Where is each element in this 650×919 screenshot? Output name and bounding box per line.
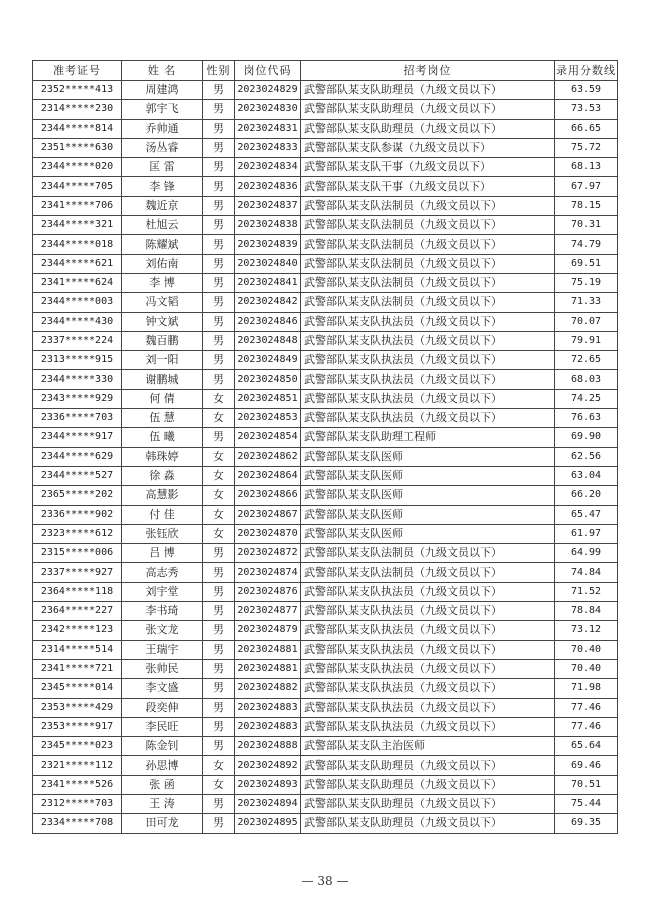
cell-score: 75.44 — [555, 794, 618, 813]
cell-score: 71.52 — [555, 582, 618, 601]
cell-score: 66.20 — [555, 486, 618, 505]
cell-gender: 男 — [203, 698, 235, 717]
cell-name: 陈耀斌 — [122, 235, 203, 254]
cell-score: 73.53 — [555, 100, 618, 119]
cell-name: 张 函 — [122, 775, 203, 794]
cell-exam-no: 2321*****112 — [33, 756, 122, 775]
cell-score: 74.79 — [555, 235, 618, 254]
cell-name: 李 博 — [122, 273, 203, 292]
cell-exam-no: 2344*****330 — [33, 370, 122, 389]
cell-post: 武警部队某支队主治医师 — [301, 737, 555, 756]
cell-post: 武警部队某支队医师 — [301, 486, 555, 505]
cell-exam-no: 2344*****430 — [33, 312, 122, 331]
cell-exam-no: 2344*****814 — [33, 119, 122, 138]
cell-exam-no: 2345*****023 — [33, 737, 122, 756]
cell-score: 70.40 — [555, 659, 618, 678]
cell-gender: 男 — [203, 582, 235, 601]
cell-name: 刘一阳 — [122, 351, 203, 370]
cell-post-code: 2023024846 — [235, 312, 301, 331]
cell-gender: 女 — [203, 775, 235, 794]
cell-gender: 男 — [203, 737, 235, 756]
cell-gender: 男 — [203, 659, 235, 678]
cell-post: 武警部队某支队执法员（九级文员以下） — [301, 621, 555, 640]
cell-gender: 男 — [203, 158, 235, 177]
table-row — [33, 563, 618, 582]
cell-post-code: 2023024854 — [235, 428, 301, 447]
cell-post-code: 2023024867 — [235, 505, 301, 524]
cell-gender: 女 — [203, 505, 235, 524]
cell-gender: 男 — [203, 119, 235, 138]
cell-post: 武警部队某支队法制员（九级文员以下） — [301, 273, 555, 292]
cell-score: 63.59 — [555, 81, 618, 100]
cell-post-code: 2023024893 — [235, 775, 301, 794]
cell-gender: 女 — [203, 756, 235, 775]
cell-post-code: 2023024830 — [235, 100, 301, 119]
header-name: 姓 名 — [122, 61, 203, 81]
cell-gender: 男 — [203, 100, 235, 119]
cell-post-code: 2023024872 — [235, 544, 301, 563]
table-row — [33, 486, 618, 505]
table-row — [33, 81, 618, 100]
cell-post-code: 2023024883 — [235, 698, 301, 717]
cell-exam-no: 2364*****118 — [33, 582, 122, 601]
cell-post-code: 2023024882 — [235, 679, 301, 698]
cell-name: 韩珠婷 — [122, 447, 203, 466]
table-row — [33, 582, 618, 601]
table-row — [33, 621, 618, 640]
table-row — [33, 505, 618, 524]
cell-score: 70.51 — [555, 775, 618, 794]
table-row — [33, 679, 618, 698]
cell-exam-no: 2315*****006 — [33, 544, 122, 563]
table-row — [33, 756, 618, 775]
cell-gender: 女 — [203, 389, 235, 408]
cell-name: 高志秀 — [122, 563, 203, 582]
cell-name: 魏百鹏 — [122, 331, 203, 350]
cell-post: 武警部队某支队执法员（九级文员以下） — [301, 409, 555, 428]
cell-gender: 男 — [203, 254, 235, 273]
cell-score: 68.03 — [555, 370, 618, 389]
cell-post-code: 2023024888 — [235, 737, 301, 756]
cell-post-code: 2023024866 — [235, 486, 301, 505]
cell-post-code: 2023024840 — [235, 254, 301, 273]
cell-exam-no: 2353*****917 — [33, 717, 122, 736]
table-row — [33, 389, 618, 408]
cell-name: 冯文韬 — [122, 293, 203, 312]
cell-gender: 女 — [203, 447, 235, 466]
cell-exam-no: 2344*****003 — [33, 293, 122, 312]
cell-score: 71.98 — [555, 679, 618, 698]
cell-gender: 男 — [203, 273, 235, 292]
cell-score: 65.47 — [555, 505, 618, 524]
cell-exam-no: 2365*****202 — [33, 486, 122, 505]
cell-gender: 女 — [203, 486, 235, 505]
cell-exam-no: 2341*****624 — [33, 273, 122, 292]
cell-post: 武警部队某支队执法员（九级文员以下） — [301, 679, 555, 698]
cell-gender: 男 — [203, 312, 235, 331]
admission-score-table — [32, 60, 618, 834]
cell-score: 70.07 — [555, 312, 618, 331]
cell-score: 77.46 — [555, 717, 618, 736]
table-body — [33, 81, 618, 834]
cell-post: 武警部队某支队医师 — [301, 505, 555, 524]
cell-exam-no: 2313*****915 — [33, 351, 122, 370]
cell-score: 69.90 — [555, 428, 618, 447]
table-row — [33, 544, 618, 563]
cell-exam-no: 2314*****514 — [33, 640, 122, 659]
cell-exam-no: 2344*****321 — [33, 216, 122, 235]
cell-post-code: 2023024834 — [235, 158, 301, 177]
cell-gender: 男 — [203, 679, 235, 698]
cell-exam-no: 2351*****630 — [33, 138, 122, 157]
table-row — [33, 293, 618, 312]
cell-post: 武警部队某支队法制员（九级文员以下） — [301, 196, 555, 215]
table-row — [33, 235, 618, 254]
cell-post: 武警部队某支队助理工程师 — [301, 428, 555, 447]
table-row — [33, 698, 618, 717]
cell-name: 伍 慧 — [122, 409, 203, 428]
cell-score: 70.40 — [555, 640, 618, 659]
cell-name: 田可龙 — [122, 814, 203, 833]
header-exam-no: 准考证号 — [33, 61, 122, 81]
table-row — [33, 775, 618, 794]
cell-exam-no: 2344*****705 — [33, 177, 122, 196]
table-row — [33, 273, 618, 292]
cell-name: 乔帅通 — [122, 119, 203, 138]
cell-exam-no: 2312*****703 — [33, 794, 122, 813]
cell-gender: 男 — [203, 621, 235, 640]
cell-exam-no: 2344*****527 — [33, 466, 122, 485]
cell-score: 65.64 — [555, 737, 618, 756]
cell-score: 78.15 — [555, 196, 618, 215]
cell-name: 谢鹏城 — [122, 370, 203, 389]
cell-post: 武警部队某支队干事（九级文员以下） — [301, 158, 555, 177]
cell-gender: 男 — [203, 235, 235, 254]
cell-post-code: 2023024870 — [235, 524, 301, 543]
cell-exam-no: 2323*****612 — [33, 524, 122, 543]
cell-name: 汤丛睿 — [122, 138, 203, 157]
table-row — [33, 254, 618, 273]
header-post-code: 岗位代码 — [235, 61, 301, 81]
cell-post: 武警部队某支队执法员（九级文员以下） — [301, 331, 555, 350]
cell-name: 孙思博 — [122, 756, 203, 775]
cell-post: 武警部队某支队执法员（九级文员以下） — [301, 717, 555, 736]
cell-exam-no: 2341*****706 — [33, 196, 122, 215]
table-row — [33, 158, 618, 177]
cell-post: 武警部队某支队执法员（九级文员以下） — [301, 389, 555, 408]
cell-post: 武警部队某支队执法员（九级文员以下） — [301, 582, 555, 601]
cell-gender: 男 — [203, 814, 235, 833]
cell-post: 武警部队某支队干事（九级文员以下） — [301, 177, 555, 196]
header-score: 录用分数线 — [555, 61, 618, 81]
cell-score: 78.84 — [555, 602, 618, 621]
cell-post: 武警部队某支队执法员（九级文员以下） — [301, 640, 555, 659]
cell-name: 杜旭云 — [122, 216, 203, 235]
cell-name: 王瑞宇 — [122, 640, 203, 659]
cell-post: 武警部队某支队助理员（九级文员以下） — [301, 756, 555, 775]
cell-score: 61.97 — [555, 524, 618, 543]
cell-gender: 男 — [203, 370, 235, 389]
cell-score: 69.46 — [555, 756, 618, 775]
table-row — [33, 100, 618, 119]
cell-gender: 男 — [203, 794, 235, 813]
cell-gender: 男 — [203, 563, 235, 582]
table-row — [33, 312, 618, 331]
cell-post-code: 2023024837 — [235, 196, 301, 215]
cell-score: 69.35 — [555, 814, 618, 833]
cell-gender: 男 — [203, 293, 235, 312]
cell-post: 武警部队某支队执法员（九级文员以下） — [301, 602, 555, 621]
cell-name: 伍 曦 — [122, 428, 203, 447]
cell-post: 武警部队某支队助理员（九级文员以下） — [301, 119, 555, 138]
cell-score: 63.04 — [555, 466, 618, 485]
header-post: 招考岗位 — [301, 61, 555, 81]
cell-post-code: 2023024850 — [235, 370, 301, 389]
cell-post: 武警部队某支队执法员（九级文员以下） — [301, 351, 555, 370]
table-row — [33, 794, 618, 813]
cell-exam-no: 2352*****413 — [33, 81, 122, 100]
cell-exam-no: 2344*****020 — [33, 158, 122, 177]
cell-post-code: 2023024874 — [235, 563, 301, 582]
table-header — [33, 61, 618, 81]
cell-post: 武警部队某支队执法员（九级文员以下） — [301, 312, 555, 331]
cell-exam-no: 2344*****629 — [33, 447, 122, 466]
cell-exam-no: 2336*****703 — [33, 409, 122, 428]
header-gender: 性别 — [203, 61, 235, 81]
cell-name: 王 涛 — [122, 794, 203, 813]
cell-name: 钟文斌 — [122, 312, 203, 331]
cell-name: 张帅民 — [122, 659, 203, 678]
cell-post: 武警部队某支队医师 — [301, 447, 555, 466]
cell-name: 周建鸿 — [122, 81, 203, 100]
cell-post: 武警部队某支队法制员（九级文员以下） — [301, 235, 555, 254]
cell-post-code: 2023024881 — [235, 640, 301, 659]
cell-post: 武警部队某支队参谋（九级文员以下） — [301, 138, 555, 157]
cell-post: 武警部队某支队法制员（九级文员以下） — [301, 254, 555, 273]
table-row — [33, 640, 618, 659]
cell-post: 武警部队某支队医师 — [301, 466, 555, 485]
cell-name: 李书琦 — [122, 602, 203, 621]
cell-post-code: 2023024831 — [235, 119, 301, 138]
cell-exam-no: 2344*****621 — [33, 254, 122, 273]
cell-post-code: 2023024894 — [235, 794, 301, 813]
cell-exam-no: 2341*****526 — [33, 775, 122, 794]
cell-score: 72.65 — [555, 351, 618, 370]
cell-post-code: 2023024839 — [235, 235, 301, 254]
cell-exam-no: 2342*****123 — [33, 621, 122, 640]
cell-exam-no: 2341*****721 — [33, 659, 122, 678]
cell-post: 武警部队某支队助理员（九级文员以下） — [301, 775, 555, 794]
cell-score: 74.84 — [555, 563, 618, 582]
cell-gender: 男 — [203, 544, 235, 563]
table-row — [33, 119, 618, 138]
cell-score: 77.46 — [555, 698, 618, 717]
table-row — [33, 331, 618, 350]
cell-gender: 男 — [203, 428, 235, 447]
cell-name: 徐 淼 — [122, 466, 203, 485]
cell-score: 75.72 — [555, 138, 618, 157]
cell-gender: 男 — [203, 177, 235, 196]
cell-name: 张文龙 — [122, 621, 203, 640]
cell-exam-no: 2345*****014 — [33, 679, 122, 698]
table-row — [33, 447, 618, 466]
cell-name: 魏近京 — [122, 196, 203, 215]
cell-score: 79.91 — [555, 331, 618, 350]
cell-exam-no: 2334*****708 — [33, 814, 122, 833]
cell-exam-no: 2337*****927 — [33, 563, 122, 582]
cell-exam-no: 2353*****429 — [33, 698, 122, 717]
cell-name: 何 倩 — [122, 389, 203, 408]
cell-post-code: 2023024838 — [235, 216, 301, 235]
cell-name: 付 佳 — [122, 505, 203, 524]
cell-exam-no: 2343*****929 — [33, 389, 122, 408]
cell-post: 武警部队某支队执法员（九级文员以下） — [301, 659, 555, 678]
cell-gender: 男 — [203, 331, 235, 350]
cell-score: 76.63 — [555, 409, 618, 428]
cell-post-code: 2023024829 — [235, 81, 301, 100]
cell-exam-no: 2344*****917 — [33, 428, 122, 447]
cell-post: 武警部队某支队法制员（九级文员以下） — [301, 293, 555, 312]
table-row — [33, 177, 618, 196]
cell-post-code: 2023024895 — [235, 814, 301, 833]
table-row — [33, 196, 618, 215]
cell-post-code: 2023024848 — [235, 331, 301, 350]
cell-name: 刘宇堂 — [122, 582, 203, 601]
table-row — [33, 428, 618, 447]
cell-name: 李 锋 — [122, 177, 203, 196]
cell-name: 郭宇飞 — [122, 100, 203, 119]
cell-score: 69.51 — [555, 254, 618, 273]
cell-name: 高慧影 — [122, 486, 203, 505]
cell-post-code: 2023024833 — [235, 138, 301, 157]
cell-post-code: 2023024881 — [235, 659, 301, 678]
cell-post-code: 2023024849 — [235, 351, 301, 370]
cell-exam-no: 2314*****230 — [33, 100, 122, 119]
cell-post-code: 2023024842 — [235, 293, 301, 312]
cell-post: 武警部队某支队法制员（九级文员以下） — [301, 544, 555, 563]
cell-gender: 男 — [203, 196, 235, 215]
cell-post-code: 2023024892 — [235, 756, 301, 775]
cell-post: 武警部队某支队执法员（九级文员以下） — [301, 698, 555, 717]
cell-score: 74.25 — [555, 389, 618, 408]
cell-post: 武警部队某支队助理员（九级文员以下） — [301, 794, 555, 813]
table-row — [33, 814, 618, 833]
cell-name: 吕 博 — [122, 544, 203, 563]
cell-gender: 男 — [203, 602, 235, 621]
cell-exam-no: 2337*****224 — [33, 331, 122, 350]
table-row — [33, 466, 618, 485]
cell-gender: 女 — [203, 409, 235, 428]
cell-post: 武警部队某支队助理员（九级文员以下） — [301, 81, 555, 100]
cell-post: 武警部队某支队执法员（九级文员以下） — [301, 370, 555, 389]
cell-post: 武警部队某支队法制员（九级文员以下） — [301, 563, 555, 582]
cell-post-code: 2023024862 — [235, 447, 301, 466]
cell-name: 李文盛 — [122, 679, 203, 698]
cell-gender: 男 — [203, 216, 235, 235]
table-row — [33, 138, 618, 157]
cell-exam-no: 2364*****227 — [33, 602, 122, 621]
cell-gender: 男 — [203, 81, 235, 100]
cell-score: 62.56 — [555, 447, 618, 466]
table-row — [33, 216, 618, 235]
cell-exam-no: 2336*****902 — [33, 505, 122, 524]
cell-name: 李民旺 — [122, 717, 203, 736]
cell-score: 75.19 — [555, 273, 618, 292]
table-row — [33, 351, 618, 370]
cell-score: 68.13 — [555, 158, 618, 177]
cell-post-code: 2023024883 — [235, 717, 301, 736]
cell-score: 66.65 — [555, 119, 618, 138]
cell-gender: 女 — [203, 466, 235, 485]
cell-post-code: 2023024864 — [235, 466, 301, 485]
table-row — [33, 717, 618, 736]
cell-score: 71.33 — [555, 293, 618, 312]
cell-gender: 男 — [203, 351, 235, 370]
cell-post: 武警部队某支队助理员（九级文员以下） — [301, 814, 555, 833]
cell-gender: 男 — [203, 717, 235, 736]
cell-post: 武警部队某支队助理员（九级文员以下） — [301, 100, 555, 119]
cell-name: 陈金钊 — [122, 737, 203, 756]
cell-post-code: 2023024877 — [235, 602, 301, 621]
cell-gender: 男 — [203, 640, 235, 659]
table-row — [33, 602, 618, 621]
table-row — [33, 659, 618, 678]
cell-post-code: 2023024879 — [235, 621, 301, 640]
cell-gender: 男 — [203, 138, 235, 157]
cell-name: 刘佑南 — [122, 254, 203, 273]
cell-name: 张钰欣 — [122, 524, 203, 543]
cell-post-code: 2023024853 — [235, 409, 301, 428]
cell-post: 武警部队某支队医师 — [301, 524, 555, 543]
cell-name: 段奕伸 — [122, 698, 203, 717]
header-row — [33, 61, 618, 81]
cell-post-code: 2023024836 — [235, 177, 301, 196]
cell-post-code: 2023024841 — [235, 273, 301, 292]
cell-post-code: 2023024876 — [235, 582, 301, 601]
cell-score: 67.97 — [555, 177, 618, 196]
cell-score: 73.12 — [555, 621, 618, 640]
cell-post-code: 2023024851 — [235, 389, 301, 408]
cell-gender: 女 — [203, 524, 235, 543]
cell-name: 匡 雷 — [122, 158, 203, 177]
table-row — [33, 370, 618, 389]
cell-exam-no: 2344*****018 — [33, 235, 122, 254]
page-number: — 38 — — [301, 874, 349, 888]
cell-score: 70.31 — [555, 216, 618, 235]
cell-post: 武警部队某支队法制员（九级文员以下） — [301, 216, 555, 235]
table-row — [33, 409, 618, 428]
table-row — [33, 524, 618, 543]
table-row — [33, 737, 618, 756]
cell-score: 64.99 — [555, 544, 618, 563]
